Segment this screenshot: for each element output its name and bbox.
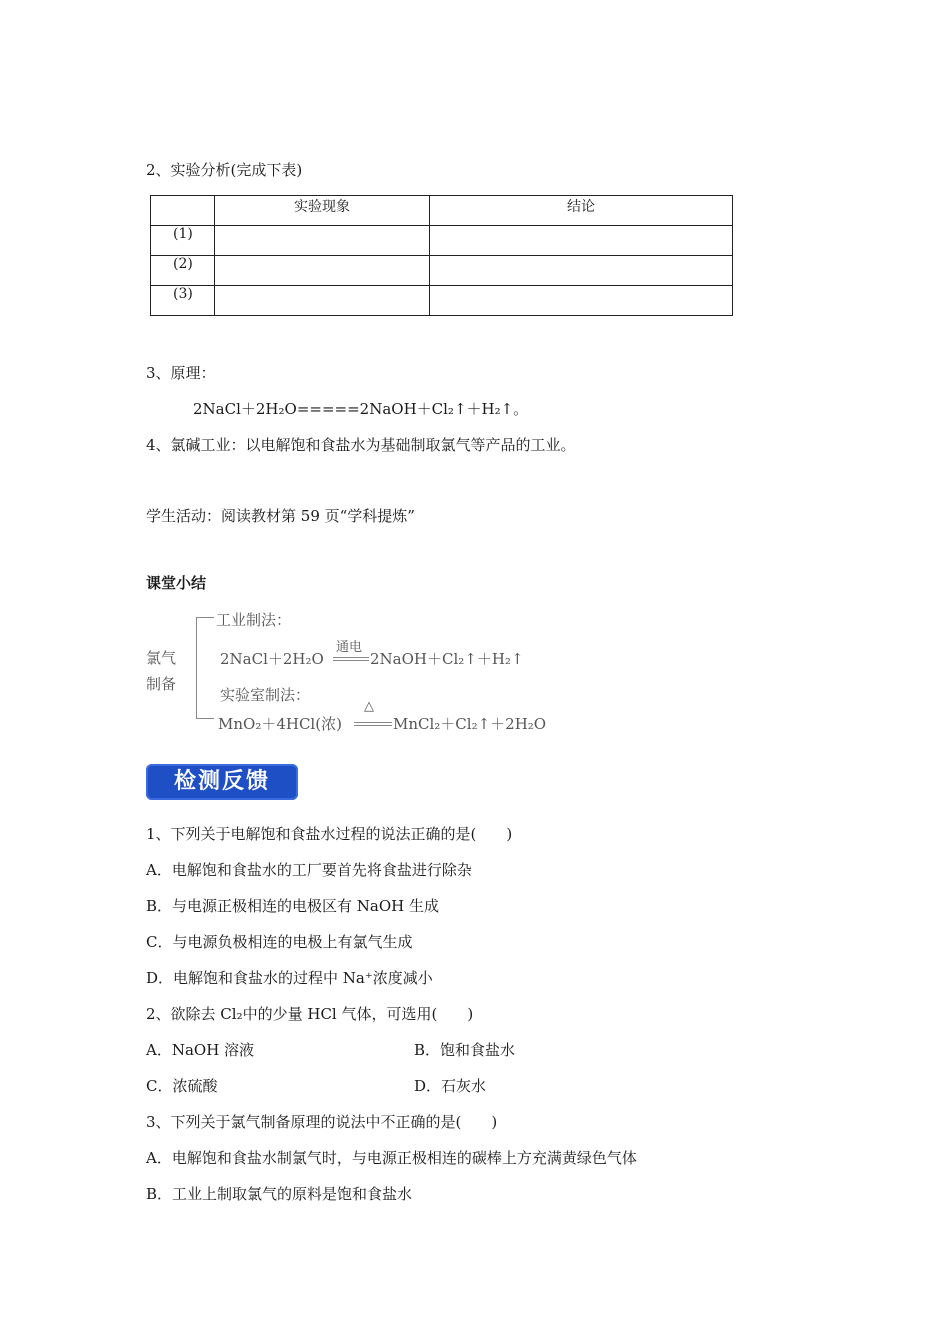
section3-title: 3、原理：	[146, 364, 216, 382]
summary-title: 课堂小结	[146, 574, 207, 592]
student-activity: 学生活动：阅读教材第 59 页“学科提炼”	[146, 507, 415, 525]
brace-vertical	[196, 617, 197, 719]
section2-title: 2、实验分析(完成下表)	[146, 161, 303, 179]
row-number: (3)	[151, 286, 215, 316]
diagram-root-line1: 氯气	[146, 649, 177, 667]
table-header-cell	[151, 196, 215, 226]
q1-stem: 1、下列关于电解饱和食盐水过程的说法正确的是( )	[146, 825, 513, 843]
conclusion-cell[interactable]	[430, 256, 733, 286]
lab-arrow-line	[354, 722, 392, 723]
q2-option-d[interactable]: D．石灰水	[414, 1077, 487, 1095]
brace-top	[196, 617, 214, 618]
industrial-condition: 通电	[336, 640, 363, 655]
conclusion-cell[interactable]	[430, 226, 733, 256]
section4-text: 4、氯碱工业：以电解饱和食盐水为基础制取氯气等产品的工业。	[146, 436, 576, 454]
industrial-eq-left: 2NaCl＋2H₂O	[220, 650, 324, 668]
phenomenon-cell[interactable]	[215, 286, 430, 316]
q1-option-b[interactable]: B．与电源正极相连的电极区有 NaOH 生成	[146, 897, 440, 915]
q2-stem: 2、欲除去 Cl₂中的少量 HCl 气体，可选用( )	[146, 1005, 474, 1023]
lab-condition: △	[364, 699, 374, 714]
table-row	[151, 256, 733, 286]
phenomenon-cell[interactable]	[215, 256, 430, 286]
q1-option-d[interactable]: D．电解饱和食盐水的过程中 Na⁺浓度减小	[146, 969, 433, 987]
industrial-eq-right: 2NaOH＋Cl₂↑＋H₂↑	[370, 650, 524, 668]
experiment-table	[150, 195, 733, 316]
q2-option-c[interactable]: C．浓硫酸	[146, 1077, 218, 1095]
electrolysis-equation: 2NaCl＋2H₂O=====2NaOH＋Cl₂↑＋H₂↑。	[193, 400, 529, 418]
table-header-conclusion: 结论	[430, 196, 733, 226]
conclusion-cell[interactable]	[430, 286, 733, 316]
q1-option-a[interactable]: A．电解饱和食盐水的工厂要首先将食盐进行除杂	[146, 861, 472, 879]
q1-option-c[interactable]: C．与电源负极相连的电极上有氯气生成	[146, 933, 413, 951]
lab-label: 实验室制法：	[220, 686, 311, 704]
diagram-root-line2: 制备	[146, 675, 177, 693]
row-number: (2)	[151, 256, 215, 286]
table-header-row	[151, 196, 733, 226]
summary-diagram	[140, 605, 620, 745]
industrial-label: 工业制法：	[216, 611, 292, 629]
q3-option-b[interactable]: B．工业上制取氯气的原料是饱和食盐水	[146, 1185, 413, 1203]
table-row	[151, 226, 733, 256]
q3-stem: 3、下列关于氯气制备原理的说法中不正确的是( )	[146, 1113, 498, 1131]
q3-option-a[interactable]: A．电解饱和食盐水制氯气时，与电源正极相连的碳棒上方充满黄绿色气体	[146, 1149, 637, 1167]
table-header-phenomenon: 实验现象	[215, 196, 430, 226]
row-number: (1)	[151, 226, 215, 256]
lab-eq-right: MnCl₂＋Cl₂↑＋2H₂O	[393, 715, 547, 733]
lab-arrow-line2	[354, 725, 392, 726]
phenomenon-cell[interactable]	[215, 226, 430, 256]
industrial-arrow-line	[333, 657, 369, 658]
brace-bottom	[196, 718, 214, 719]
lab-eq-left: MnO₂＋4HCl(浓)	[218, 715, 342, 733]
industrial-arrow-line2	[333, 660, 369, 661]
table-row	[151, 286, 733, 316]
q2-option-b[interactable]: B．饱和食盐水	[414, 1041, 516, 1059]
q2-option-a[interactable]: A．NaOH 溶液	[146, 1041, 255, 1059]
feedback-banner: 检测反馈	[146, 764, 298, 800]
